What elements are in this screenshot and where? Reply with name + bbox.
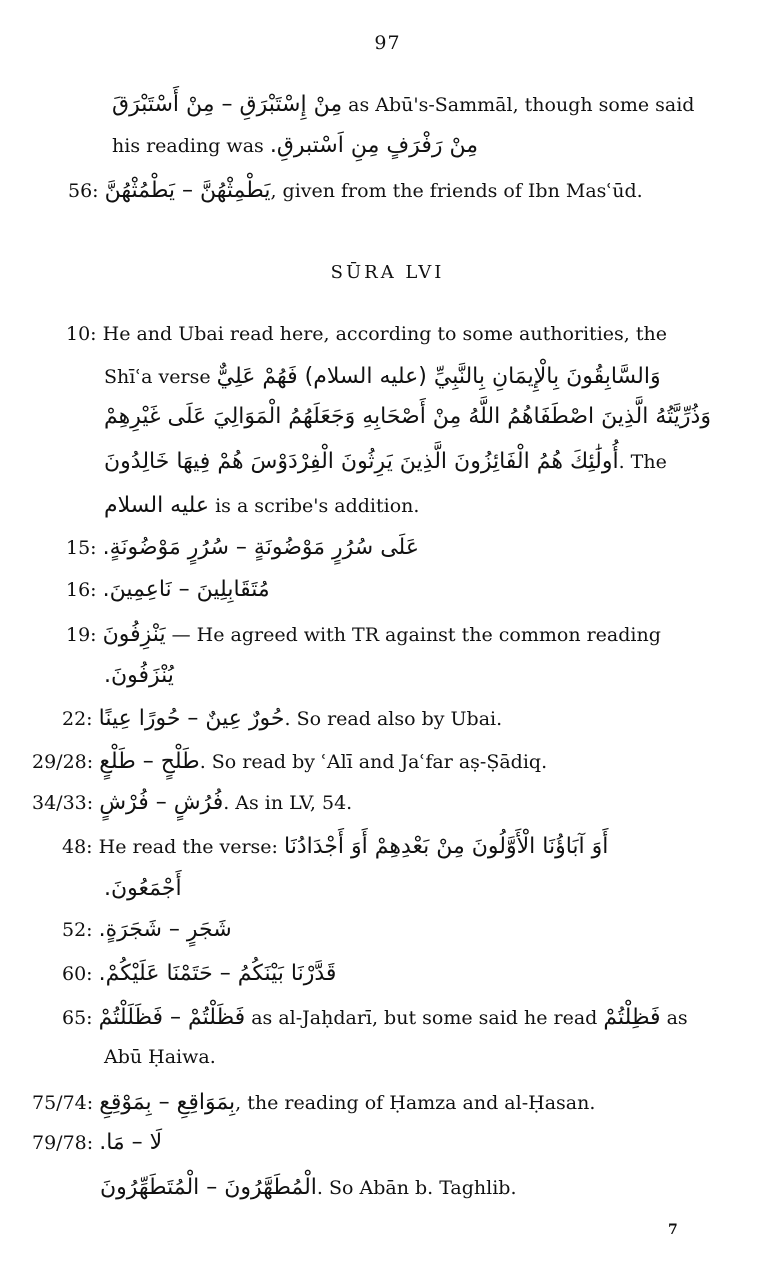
verse-number: 15: <box>66 537 97 559</box>
arabic-text: مِنْ إِسْتَبْرَقِ – مِنْ أَسْتَبْرَقَ <box>112 92 343 117</box>
entry-text: is a scribe's addition. <box>215 495 420 517</box>
arabic-text: طَلْحٍ – طَلْعٍ <box>99 749 200 774</box>
arabic-text: يَطْمِثْهُنَّ – يَطْمُثْهُنَّ <box>104 178 271 203</box>
entry-line <box>66 323 667 346</box>
entry-line <box>62 961 336 987</box>
entry-text: — He agreed with TR against the common reading <box>171 624 661 646</box>
entry-text: . So read also by Ubai. <box>284 708 503 730</box>
entry-line <box>104 493 419 519</box>
arabic-text: حُورٌ عِينٌ – حُورًا عِينًا <box>98 706 285 731</box>
verse-number: 60: <box>62 963 93 985</box>
verse-number: 29/28: <box>32 751 94 773</box>
entry-line <box>62 1005 688 1031</box>
verse-number: 19: <box>66 624 97 646</box>
verse-number: 34/33: <box>32 792 94 814</box>
page-number: 97 <box>374 32 401 54</box>
signature-mark: 7 <box>668 1222 678 1238</box>
verse-number: 22: <box>62 708 93 730</box>
entry-line <box>112 92 694 118</box>
arabic-text: فَظِلْتُمْ <box>603 1005 661 1030</box>
entry-line <box>104 663 174 689</box>
arabic-text: وَالسَّابِقُونَ بِالْإِيمَانِ بِالنَّبِيِّ (عليه السلام) فَهُمْ عَلِيٌّ <box>216 364 661 389</box>
entry-line <box>32 1130 162 1156</box>
arabic-text: مُتَقَابِلِينَ – نَاعِمِينَ. <box>102 577 270 602</box>
verse-number: 79/78: <box>32 1132 94 1154</box>
entry-line <box>62 706 502 732</box>
entry-line <box>104 364 661 390</box>
entry-text: Abū Ḥaiwa. <box>104 1046 216 1068</box>
verse-number: 16: <box>66 579 97 601</box>
arabic-text: قَدَّرْنَا بَيْنَكُمُ – حَتَمْنَا عَلَيْكُمْ. <box>98 961 337 986</box>
entry-line <box>100 1175 517 1201</box>
entry-text: Shīʿa verse <box>104 366 211 388</box>
arabic-text: الْمُطَهَّرُونَ – الْمُتَطَهِّرُونَ <box>100 1175 317 1200</box>
entry-line <box>68 178 643 204</box>
entry-line <box>62 834 608 860</box>
verse-number: 48: <box>62 836 93 858</box>
arabic-text: يُنْزَفُونَ. <box>104 663 174 688</box>
entry-text: as <box>666 1007 688 1029</box>
arabic-text: فَظَلْتُمْ – فَظَلَلْتُمْ <box>98 1005 246 1030</box>
arabic-text: أَجْمَعُونَ. <box>104 876 182 901</box>
verse-number: 10: <box>66 323 97 345</box>
entry-text: , the reading of Ḥamza and al-Ḥasan. <box>235 1092 596 1114</box>
verse-number: 75/74: <box>32 1092 94 1114</box>
entry-text: He read the verse: <box>98 836 278 858</box>
entry-line <box>62 917 232 943</box>
arabic-text: أَوَ آبَاؤُنَا الْأَوَّلُونَ مِنْ بَعْدِهِمْ أَوَ أَجْدَادُنَا <box>284 834 609 859</box>
entry-text: . The <box>618 451 667 473</box>
entry-line <box>66 535 419 561</box>
sura-heading: SŪRA LVI <box>330 262 445 283</box>
arabic-text: مِنْ رَفْرَفٍ مِنِ اَسْتبرقِ. <box>269 133 478 158</box>
entry-line <box>66 622 661 648</box>
arabic-text: وَذُرِّيَّتُهُ الَّذِينَ اصْطَفَاهُمُ اللَّهُ مِنْ أَصْحَابِهِ وَجَعَلَهُمُ الْمَوَالِيَ عَلَى غَيْرِهِمْ <box>104 404 711 429</box>
entry-line <box>104 1046 216 1069</box>
arabic-text: لَا – مَا. <box>99 1130 163 1155</box>
entry-line <box>104 404 711 430</box>
arabic-text: يَنْزِفُونَ <box>102 622 166 647</box>
verse-number: 56: <box>68 180 99 202</box>
arabic-text: عليه السلام <box>104 493 210 518</box>
arabic-text: أُولَٰئِكَ هُمُ الْفَائِزُونَ الَّذِينَ يَرِثُونَ الْفِرْدَوْسَ هُمْ فِيهَا خَالِدُونَ <box>104 449 619 474</box>
arabic-text: شَجَرٍ – شَجَرَةٍ. <box>98 917 232 942</box>
entry-line <box>32 1090 595 1116</box>
verse-number: 52: <box>62 919 93 941</box>
arabic-text: فُرُشٍ – فُرْشٍ <box>99 790 224 815</box>
entry-text: . So read by ʿAlī and Jaʿfar aṣ-Ṣādiq. <box>199 751 548 773</box>
entry-line <box>112 133 478 159</box>
entry-line <box>104 449 667 475</box>
entry-text: as Abū's-Sammāl, though some said <box>348 94 695 116</box>
entry-line <box>104 876 182 902</box>
entry-text: He and Ubai read here, according to some authorities, the <box>102 323 667 345</box>
entry-line <box>32 790 352 816</box>
entry-line <box>66 577 270 603</box>
entry-text: , given from the friends of Ibn Masʿūd. <box>270 180 643 202</box>
entry-text: . So Abān b. Taghlib. <box>316 1177 517 1199</box>
verse-number: 65: <box>62 1007 93 1029</box>
entry-line <box>32 749 547 775</box>
arabic-text: بِمَوَاقِعِ – بِمَوْقِعِ <box>99 1090 236 1115</box>
entry-text: as al-Jaḥdarī, but some said he read <box>251 1007 598 1029</box>
arabic-text: عَلَى سُرُرٍ مَوْضُونَةٍ – سُرُرٍ مَوْضُونَةٍ. <box>102 535 419 560</box>
entry-text: . As in LV, 54. <box>223 792 353 814</box>
entry-text: his reading was <box>112 135 264 157</box>
